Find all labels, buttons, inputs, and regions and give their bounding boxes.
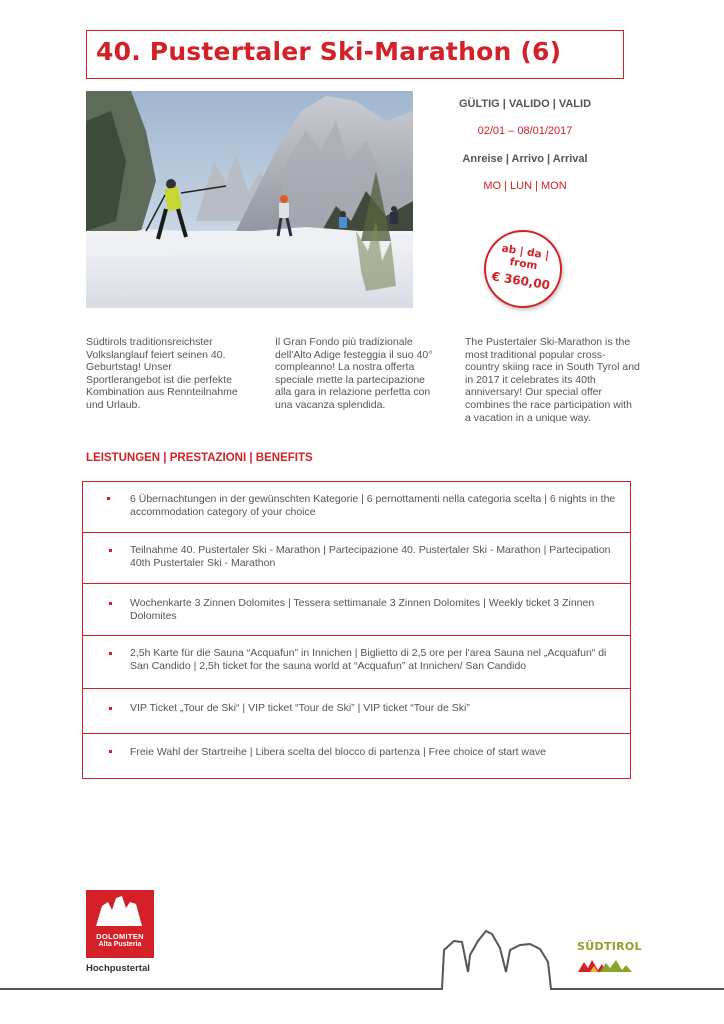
benefit-text: 6 Übernachtungen in der gewünschten Kategorie | 6 pernottamenti nella categoria scelta | 6 nights in the accommodation category of your choice [130, 493, 616, 518]
three-peaks-icon [86, 890, 154, 930]
logo-line2: Alta Pusteria [98, 941, 142, 948]
suedtirol-logo-text: SÜDTIROL [577, 940, 642, 953]
benefits-list [82, 481, 631, 779]
price-amount: € 360,00 [490, 269, 551, 293]
list-item [83, 584, 630, 636]
benefit-text: VIP Ticket „Tour de Ski“ | VIP ticket “Tour de Ski” | VIP ticket “Tour de Ski” [130, 702, 470, 714]
suedtirol-logo-mark [576, 958, 638, 972]
bullet-icon [109, 602, 112, 605]
list-item [83, 482, 630, 533]
page-title: 40. Pustertaler Ski-Marathon (6) [96, 37, 562, 66]
benefit-text: Wochenkarte 3 Zinnen Dolomites | Tessera settimanale 3 Zinnen Dolomites | Weekly ticket 3 Zinnen Dolomites [130, 597, 595, 622]
ski-race-photo [86, 91, 413, 308]
price-stamp [484, 230, 562, 308]
bullet-icon [109, 549, 112, 552]
list-item [83, 533, 630, 584]
validity-label: GÜLTIG | VALIDO | VALID [458, 98, 592, 110]
bullet-icon [109, 652, 112, 655]
bullet-icon [109, 750, 112, 753]
bullet-icon [109, 707, 112, 710]
list-item [83, 636, 630, 689]
dolomiten-logo [86, 890, 154, 958]
benefit-text: Teilnahme 40. Pustertaler Ski - Marathon | Partecipazione 40. Pustertaler Ski - Marathon | Partecipation 40th Pustertaler Ski - Marathon [130, 544, 611, 569]
validity-dates: 02/01 – 08/01/2017 [477, 125, 573, 137]
logo-subtitle: Hochpustertal [86, 963, 150, 974]
benefits-heading: LEISTUNGEN | PRESTAZIONI | BENEFITS [86, 452, 313, 464]
price-prefix: ab | da | from [500, 242, 550, 273]
benefit-text: Freie Wahl der Startreihe | Libera scelta del blocco di partenza | Free choice of start wave [130, 746, 546, 758]
logo-line1: DOLOMITEN [96, 932, 144, 941]
arrival-label: Anreise | Arrivo | Arrival [462, 153, 588, 165]
description-en: The Pustertaler Ski-Marathon is the most traditional popular cross-country skiing race in South Tyrol and in 2017 it celebrates its 40th anniversary! Our special offer combines the race participation with a vacation in a unique way. [465, 336, 640, 424]
arrival-day: MO | LUN | MON [483, 180, 567, 192]
bullet-icon [107, 497, 110, 500]
description-de: Südtirols traditionsreichster Volkslanglauf feiert seinen 40. Geburtstag! Unser Sportlerangebot ist die perfekte Kombination aus Rennteilnahme und Urlaub. [86, 336, 238, 411]
title-box [86, 30, 624, 79]
description-it: Il Gran Fondo più tradizionale dell'Alto Adige festeggia il suo 40° compleanno! La nostra offerta speciale mette la partecipazione alla gara in relazione perfetta con una vacanza splendida. [275, 336, 433, 411]
benefit-text: 2,5h Karte für die Sauna “Acquafun” in Innichen | Biglietto di 2,5 ore per l'area Sauna nel „Acquafun“ di San Candido | 2,5h ticket for the sauna world at “Acquafun” at Innichen/ San Candido [130, 647, 607, 672]
list-item [83, 734, 630, 779]
list-item [83, 689, 630, 734]
